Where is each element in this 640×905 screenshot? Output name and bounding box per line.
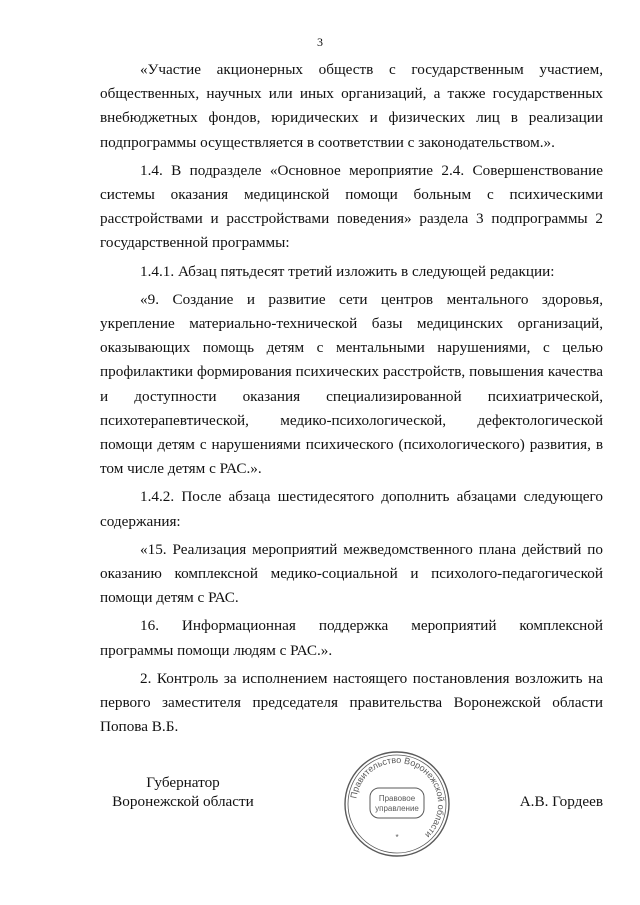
page-number: 3 (317, 35, 323, 49)
paragraph: 1.4.2. После абзаца шестидесятого дополнить абзацами следующего содержания: (100, 488, 603, 530)
paragraph: 2. Контроль за исполнением настоящего постановления возложить на первого заместителя председателя правительства Воронежской области Попова В.Б. (100, 669, 603, 736)
paragraph: «15. Реализация мероприятий межведомственного плана действий по оказанию комплексной медико-социальной и психолого-педагогической помощи детям с РАС. (100, 540, 603, 607)
signatory-title-line: Воронежской области (112, 793, 254, 810)
paragraph: «Участие акционерных обществ с государственным участием, общественных, научных или иных организаций, а также государственных внебюджетных фондов, юридических и физических лиц в реализации подпрограммы осуществляется в соответствии с законодательством.». (100, 61, 603, 151)
signatory-title-line: Губернатор (146, 774, 220, 791)
signature-block (100, 754, 603, 863)
signatory-name: А.В. Гордеев (519, 793, 603, 810)
stamp-star-icon: * (395, 833, 399, 842)
stamp-ring-text: Правительство Воронежской области (348, 754, 447, 841)
stamp-center-line: управление (375, 804, 419, 813)
signatory-title (100, 773, 266, 811)
paragraph: 1.4.1. Абзац пятьдесят третий изложить в следующей редакции: (140, 262, 555, 280)
paragraph: 1.4. В подразделе «Основное мероприятие 2.4. Совершенствование системы оказания медицинской помощи больным с психическими расстройствами и расстройствами поведения» раздела 3 подпрограммы 2 государственной программы: (100, 161, 603, 252)
document-body (100, 58, 603, 739)
paragraph: «9. Создание и развитие сети центров ментального здоровья, укрепление материально-технической базы медицинских организаций, оказывающих помощь детям с ментальными нарушениями, с целью профилактики формирования психических расстройств, повышения качества и доступности оказания специализированной психиатрической, психотерапевтической, медико-психологической, дефектологической помощи детям с нарушениями психического (психологического) развития, в том числе детям с РАС.». (100, 290, 603, 478)
paragraph: 16. Информационная поддержка мероприятий комплексной программы помощи людям с РАС.». (100, 617, 603, 659)
official-stamp (343, 750, 451, 858)
stamp-center-line: Правовое (378, 794, 416, 803)
